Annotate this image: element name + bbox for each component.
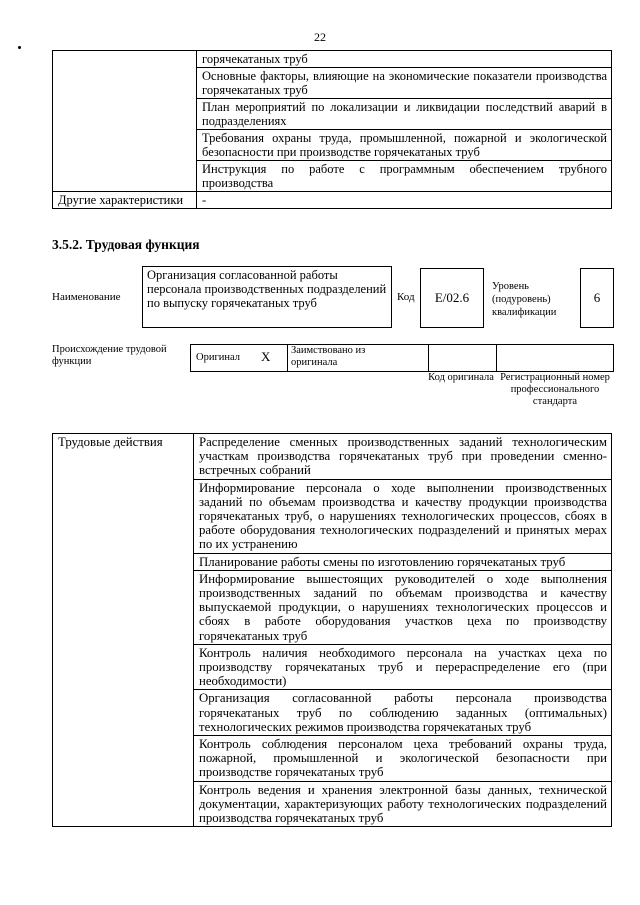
table-label-cell	[53, 51, 197, 192]
level-value-box: 6	[580, 268, 614, 328]
table-cell: Организация согласованной работы персонала производства горячекатаных труб по соблюдению заданных (оптимальных) технологических режимов производства горячекатаных труб	[194, 690, 612, 736]
table-cell: горячекатаных труб	[197, 51, 612, 68]
origin-label: Происхождение трудовой функции	[52, 344, 167, 367]
table-cell: Распределение сменных производственных заданий технологическим участкам производства горячекатаных труб при проведении сменно-встречных собраний	[194, 434, 612, 480]
table-cell: Инструкция по работе с программным обеспечением трубного производства	[197, 161, 612, 192]
scan-dot	[18, 46, 21, 49]
page-number: 22	[314, 30, 326, 44]
name-label: Наименование	[52, 291, 121, 303]
function-code-box: E/02.6	[420, 268, 484, 328]
table-cell: Контроль соблюдения персоналом цеха требований охраны труда, пожарной, промышленной и экологической безопасности при производстве горячекатаных труб	[194, 736, 612, 782]
reg-number-caption: Регистрационный номер профессионального стандарта	[500, 372, 610, 407]
code-original-caption: Код оригинала	[428, 372, 494, 383]
labor-actions-table	[52, 433, 612, 827]
table-row	[53, 192, 612, 209]
table-cell: Контроль наличия необходимого персонала на участках цеха по производству горячекатаных труб и перераспределение его (при необходимости)	[194, 644, 612, 690]
level-label: Уровень (подуровень) квалификации	[492, 281, 557, 318]
table-row	[53, 51, 612, 68]
table-cell: Информирование персонала о ходе выполнении производственных заданий по объемам производства и качеству продукции производства горячекатаных труб, о нарушениях технологических процессов, сбоях в работе оборудования технологических подразделений и принятых мерах по их устранению	[194, 479, 612, 553]
section-title: 3.5.2. Трудовая функция	[52, 237, 200, 252]
table-cell: Контроль ведения и хранения электронной базы данных, технической документации, характеризующих работу технологических подразделений производства горячекатаных труб	[194, 781, 612, 827]
table-cell: План мероприятий по локализации и ликвидации последствий аварий в подразделениях	[197, 99, 612, 130]
other-characteristics-label: Другие характеристики	[53, 192, 197, 209]
code-label: Код	[397, 291, 415, 303]
original-mark: X	[261, 349, 271, 364]
borrowed-label: Заимствовано из оригинала	[291, 345, 366, 368]
table-cell: Планирование работы смены по изготовлению горячекатаных труб	[194, 553, 612, 570]
function-name-box: Организация согласованной работы персонала производственных подразделений по выпуску горячекатаных труб	[142, 266, 392, 328]
divider	[428, 345, 429, 371]
other-characteristics-value: -	[197, 192, 612, 209]
table-cell: Требования охраны труда, промышленной, пожарной и экологической безопасности при производстве горячекатаных труб	[197, 130, 612, 161]
divider	[287, 345, 288, 371]
knowledge-table	[52, 50, 612, 209]
origin-row	[190, 344, 614, 372]
table-cell: Информирование вышестоящих руководителей о ходе выполнения производственных заданий по объемам производства и качеству выпускаемой продукции, о нарушениях технологических процессов и сбоях в работе оборудования участков цеха по производству горячекатаных труб	[194, 570, 612, 644]
table-cell: Основные факторы, влияющие на экономические показатели производства горячекатаных труб	[197, 68, 612, 99]
original-label: Оригинал	[196, 352, 240, 363]
table-row	[53, 434, 612, 480]
labor-actions-label: Трудовые действия	[53, 434, 194, 827]
divider	[496, 345, 497, 371]
